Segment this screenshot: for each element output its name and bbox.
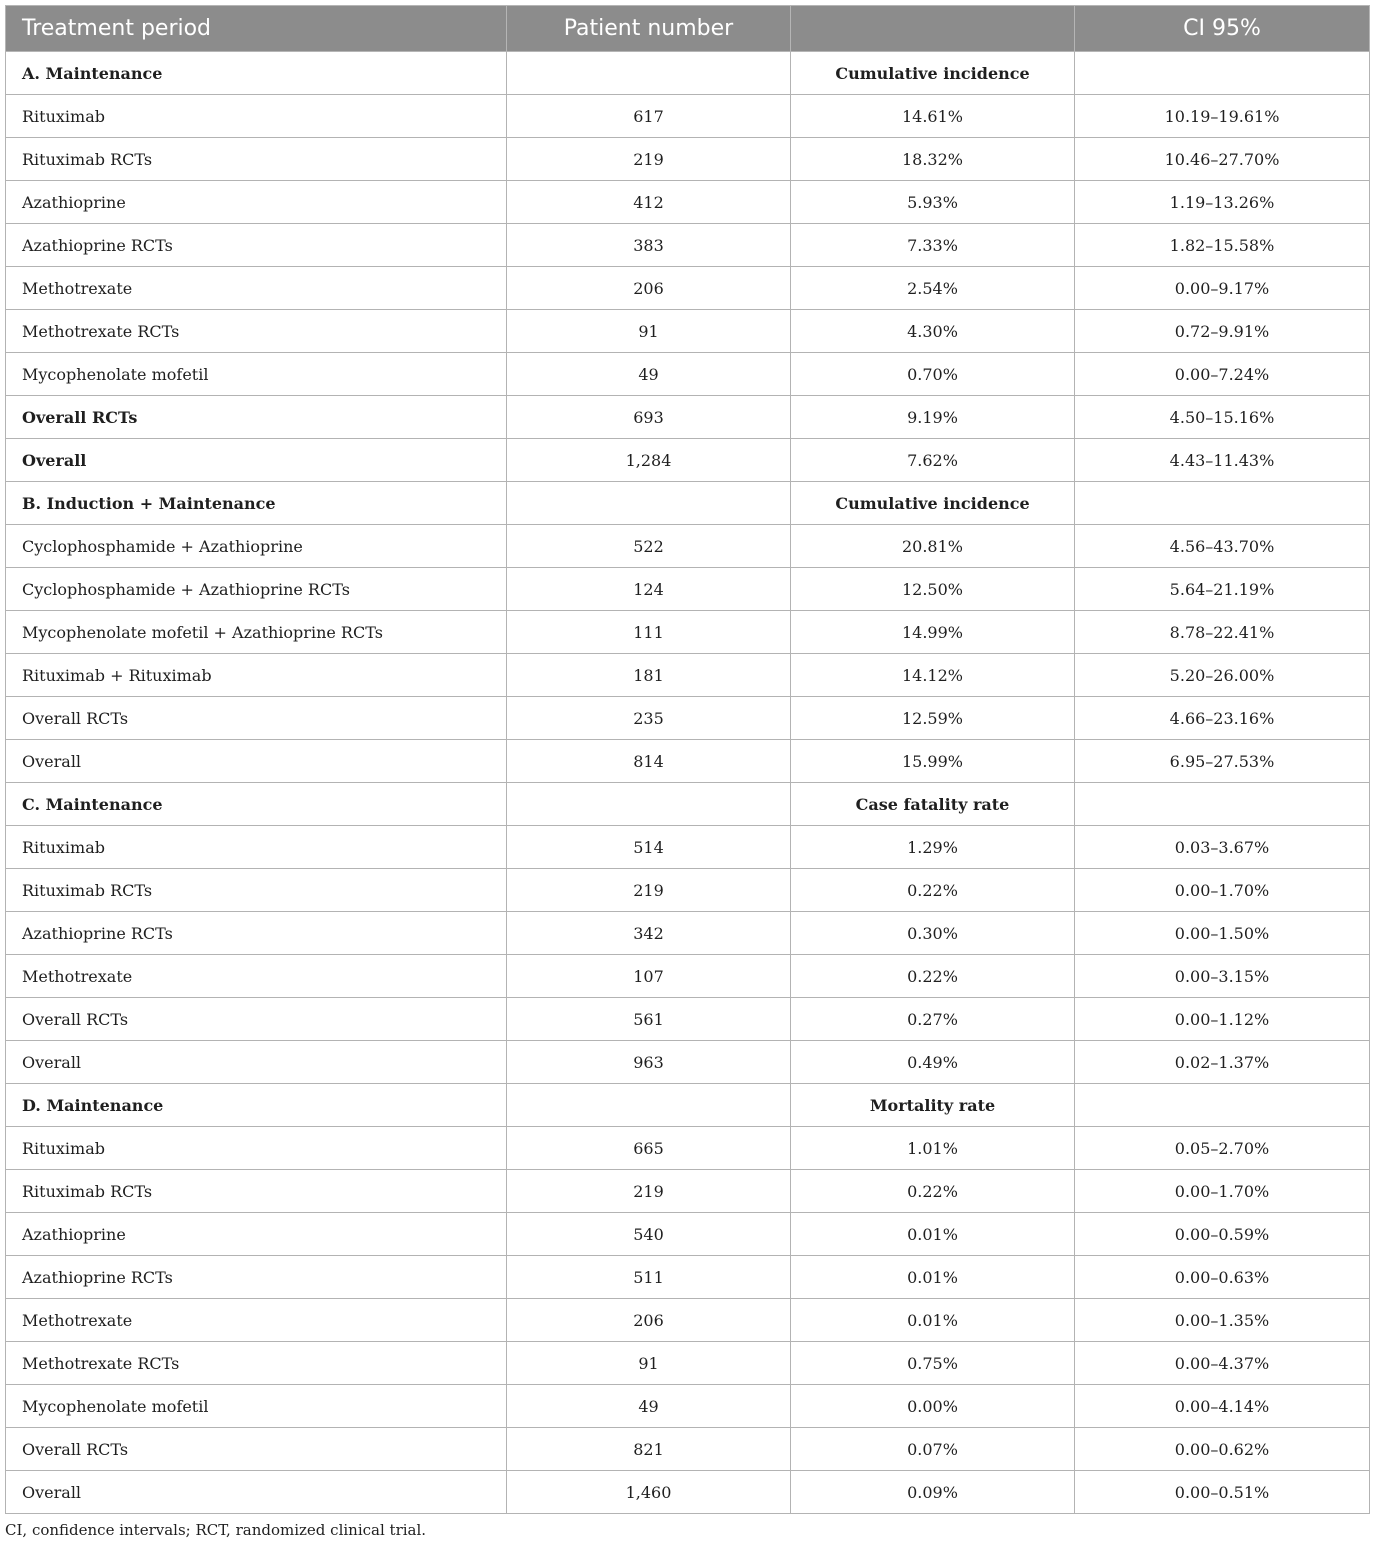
section-title: A. Maintenance (6, 52, 507, 95)
patient-number-cell: 412 (507, 181, 791, 224)
table-row (6, 439, 1370, 482)
value-cell: 7.33% (791, 224, 1075, 267)
ci-cell: 10.19–19.61% (1075, 95, 1370, 138)
patient-number-cell: 235 (507, 697, 791, 740)
section-row (6, 1084, 1370, 1127)
value-cell: 7.62% (791, 439, 1075, 482)
treatment-cell: Cyclophosphamide + Azathioprine (6, 525, 507, 568)
header-treatment-period: Treatment period (6, 6, 507, 52)
value-cell: 0.01% (791, 1213, 1075, 1256)
value-cell: 12.59% (791, 697, 1075, 740)
table-row (6, 568, 1370, 611)
ci-cell: 0.00–3.15% (1075, 955, 1370, 998)
treatment-cell: Overall RCTs (6, 396, 507, 439)
table-row (6, 1041, 1370, 1084)
table-row (6, 1385, 1370, 1428)
table-row (6, 1471, 1370, 1514)
treatment-cell: Azathioprine (6, 1213, 507, 1256)
treatment-cell: Azathioprine RCTs (6, 912, 507, 955)
ci-cell (1075, 482, 1370, 525)
header-patient-number: Patient number (507, 6, 791, 52)
table-row (6, 1342, 1370, 1385)
treatment-cell: Methotrexate (6, 1299, 507, 1342)
treatment-cell: Overall RCTs (6, 998, 507, 1041)
ci-cell: 1.19–13.26% (1075, 181, 1370, 224)
patient-number-cell: 219 (507, 1170, 791, 1213)
treatment-cell: Methotrexate (6, 267, 507, 310)
section-metric: Cumulative incidence (791, 482, 1075, 525)
table-row (6, 95, 1370, 138)
patient-number-cell: 1,460 (507, 1471, 791, 1514)
section-row (6, 482, 1370, 525)
value-cell: 14.12% (791, 654, 1075, 697)
ci-cell: 0.00–1.70% (1075, 869, 1370, 912)
ci-cell: 0.00–1.50% (1075, 912, 1370, 955)
ci-cell (1075, 52, 1370, 95)
patient-number-cell: 540 (507, 1213, 791, 1256)
treatment-cell: Methotrexate RCTs (6, 1342, 507, 1385)
treatment-cell: Overall (6, 1041, 507, 1084)
value-cell: 9.19% (791, 396, 1075, 439)
value-cell: 0.49% (791, 1041, 1075, 1084)
section-title: B. Induction + Maintenance (6, 482, 507, 525)
ci-cell: 5.20–26.00% (1075, 654, 1370, 697)
section-row (6, 783, 1370, 826)
value-cell: 1.01% (791, 1127, 1075, 1170)
ci-cell: 0.00–1.35% (1075, 1299, 1370, 1342)
ci-cell: 4.50–15.16% (1075, 396, 1370, 439)
ci-cell: 4.43–11.43% (1075, 439, 1370, 482)
ci-cell: 4.66–23.16% (1075, 697, 1370, 740)
patient-number-cell: 181 (507, 654, 791, 697)
table-row (6, 740, 1370, 783)
table-row (6, 224, 1370, 267)
patient-number-cell: 963 (507, 1041, 791, 1084)
table-row (6, 697, 1370, 740)
section-metric: Mortality rate (791, 1084, 1075, 1127)
value-cell: 15.99% (791, 740, 1075, 783)
ci-cell: 0.00–0.63% (1075, 1256, 1370, 1299)
section-metric: Case fatality rate (791, 783, 1075, 826)
treatment-cell: Rituximab RCTs (6, 869, 507, 912)
ci-cell: 8.78–22.41% (1075, 611, 1370, 654)
table-row (6, 1170, 1370, 1213)
treatment-cell: Overall (6, 740, 507, 783)
table-row (6, 1127, 1370, 1170)
treatment-cell: Cyclophosphamide + Azathioprine RCTs (6, 568, 507, 611)
value-cell: 12.50% (791, 568, 1075, 611)
patient-number-cell: 91 (507, 310, 791, 353)
value-cell: 14.99% (791, 611, 1075, 654)
table-body (6, 52, 1370, 1514)
patient-number-cell: 219 (507, 869, 791, 912)
treatment-cell: Rituximab (6, 826, 507, 869)
header-row (6, 6, 1370, 52)
value-cell: 0.27% (791, 998, 1075, 1041)
patient-number-cell: 219 (507, 138, 791, 181)
ci-cell: 0.00–0.51% (1075, 1471, 1370, 1514)
table-row (6, 396, 1370, 439)
patient-number-cell: 561 (507, 998, 791, 1041)
patient-number-cell: 383 (507, 224, 791, 267)
treatment-cell: Rituximab RCTs (6, 138, 507, 181)
patient-number-cell (507, 482, 791, 525)
value-cell: 14.61% (791, 95, 1075, 138)
ci-cell: 0.00–1.70% (1075, 1170, 1370, 1213)
table-row (6, 1256, 1370, 1299)
patient-number-cell (507, 52, 791, 95)
table-row (6, 1428, 1370, 1471)
value-cell: 0.30% (791, 912, 1075, 955)
patient-number-cell: 1,284 (507, 439, 791, 482)
table-row (6, 138, 1370, 181)
treatment-cell: Azathioprine RCTs (6, 224, 507, 267)
data-table-container (5, 5, 1369, 1514)
ci-cell: 0.72–9.91% (1075, 310, 1370, 353)
value-cell: 0.01% (791, 1299, 1075, 1342)
treatment-cell: Rituximab (6, 95, 507, 138)
ci-cell: 0.00–1.12% (1075, 998, 1370, 1041)
treatment-cell: Methotrexate RCTs (6, 310, 507, 353)
patient-number-cell: 49 (507, 1385, 791, 1428)
ci-cell: 0.00–4.14% (1075, 1385, 1370, 1428)
table-row (6, 826, 1370, 869)
table-row (6, 310, 1370, 353)
value-cell: 0.09% (791, 1471, 1075, 1514)
patient-number-cell: 821 (507, 1428, 791, 1471)
value-cell: 0.07% (791, 1428, 1075, 1471)
table-row (6, 267, 1370, 310)
value-cell: 0.70% (791, 353, 1075, 396)
ci-cell: 0.02–1.37% (1075, 1041, 1370, 1084)
patient-number-cell: 91 (507, 1342, 791, 1385)
table-row (6, 525, 1370, 568)
treatment-cell: Rituximab (6, 1127, 507, 1170)
section-row (6, 52, 1370, 95)
treatment-cell: Rituximab + Rituximab (6, 654, 507, 697)
patient-number-cell: 107 (507, 955, 791, 998)
value-cell: 18.32% (791, 138, 1075, 181)
patient-number-cell: 342 (507, 912, 791, 955)
patient-number-cell: 111 (507, 611, 791, 654)
value-cell: 0.22% (791, 955, 1075, 998)
value-cell: 0.22% (791, 1170, 1075, 1213)
treatment-cell: Mycophenolate mofetil (6, 1385, 507, 1428)
ci-cell (1075, 783, 1370, 826)
patient-number-cell: 49 (507, 353, 791, 396)
ci-cell: 0.00–9.17% (1075, 267, 1370, 310)
patient-number-cell: 617 (507, 95, 791, 138)
treatment-cell: Rituximab RCTs (6, 1170, 507, 1213)
value-cell: 2.54% (791, 267, 1075, 310)
ci-cell (1075, 1084, 1370, 1127)
ci-cell: 1.82–15.58% (1075, 224, 1370, 267)
ci-cell: 0.03–3.67% (1075, 826, 1370, 869)
treatment-cell: Overall (6, 1471, 507, 1514)
treatment-cell: Azathioprine (6, 181, 507, 224)
section-title: C. Maintenance (6, 783, 507, 826)
section-title: D. Maintenance (6, 1084, 507, 1127)
treatment-cell: Overall (6, 439, 507, 482)
table-row (6, 1213, 1370, 1256)
treatment-cell: Methotrexate (6, 955, 507, 998)
table-footnote: CI, confidence intervals; RCT, randomized clinical trial. (5, 1521, 427, 1539)
table-row (6, 998, 1370, 1041)
patient-number-cell: 124 (507, 568, 791, 611)
value-cell: 0.22% (791, 869, 1075, 912)
table-row (6, 1299, 1370, 1342)
ci-cell: 0.00–4.37% (1075, 1342, 1370, 1385)
patient-number-cell: 514 (507, 826, 791, 869)
patient-number-cell: 206 (507, 267, 791, 310)
patient-number-cell: 814 (507, 740, 791, 783)
value-cell: 20.81% (791, 525, 1075, 568)
ci-cell: 6.95–27.53% (1075, 740, 1370, 783)
table-header (6, 6, 1370, 52)
table-row (6, 611, 1370, 654)
section-metric: Cumulative incidence (791, 52, 1075, 95)
patient-number-cell: 693 (507, 396, 791, 439)
patient-number-cell: 665 (507, 1127, 791, 1170)
patient-number-cell (507, 783, 791, 826)
header-value (791, 6, 1075, 52)
ci-cell: 0.00–7.24% (1075, 353, 1370, 396)
ci-cell: 0.00–0.59% (1075, 1213, 1370, 1256)
table-row (6, 912, 1370, 955)
ci-cell: 10.46–27.70% (1075, 138, 1370, 181)
value-cell: 0.01% (791, 1256, 1075, 1299)
results-table (5, 5, 1370, 1514)
treatment-cell: Overall RCTs (6, 1428, 507, 1471)
value-cell: 1.29% (791, 826, 1075, 869)
treatment-cell: Azathioprine RCTs (6, 1256, 507, 1299)
value-cell: 0.00% (791, 1385, 1075, 1428)
ci-cell: 0.00–0.62% (1075, 1428, 1370, 1471)
patient-number-cell: 511 (507, 1256, 791, 1299)
value-cell: 0.75% (791, 1342, 1075, 1385)
value-cell: 4.30% (791, 310, 1075, 353)
table-row (6, 955, 1370, 998)
patient-number-cell (507, 1084, 791, 1127)
table-row (6, 353, 1370, 396)
value-cell: 5.93% (791, 181, 1075, 224)
treatment-cell: Mycophenolate mofetil (6, 353, 507, 396)
patient-number-cell: 522 (507, 525, 791, 568)
ci-cell: 5.64–21.19% (1075, 568, 1370, 611)
ci-cell: 4.56–43.70% (1075, 525, 1370, 568)
table-row (6, 181, 1370, 224)
treatment-cell: Overall RCTs (6, 697, 507, 740)
patient-number-cell: 206 (507, 1299, 791, 1342)
table-row (6, 869, 1370, 912)
header-ci-95: CI 95% (1075, 6, 1370, 52)
treatment-cell: Mycophenolate mofetil + Azathioprine RCTs (6, 611, 507, 654)
table-row (6, 654, 1370, 697)
ci-cell: 0.05–2.70% (1075, 1127, 1370, 1170)
